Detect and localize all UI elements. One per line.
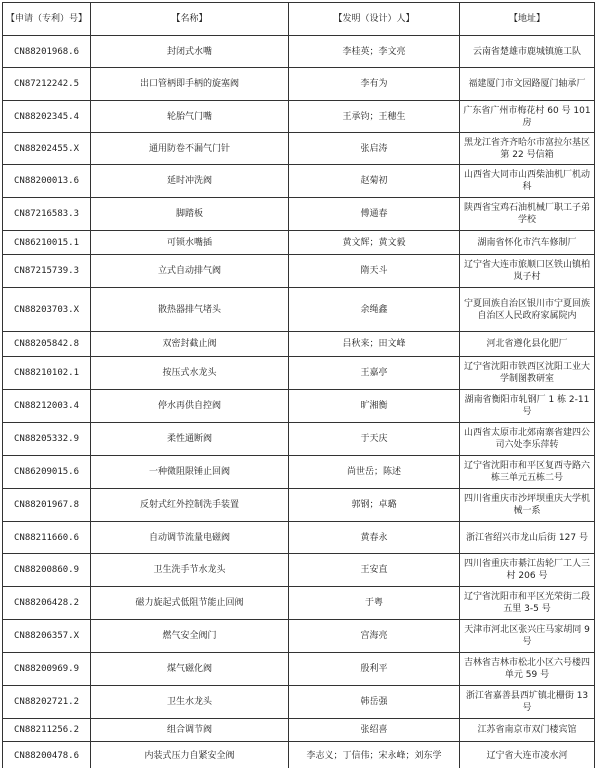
cell-inventor: 吕秋来；田文峰 [289, 332, 460, 357]
cell-application-number: CN88205842.8 [3, 332, 91, 357]
header-name: 【名称】 [91, 3, 289, 36]
cell-inventor: 黄文辉；黄文毅 [289, 231, 460, 255]
cell-inventor: 赵菊初 [289, 165, 460, 198]
cell-application-number: CN86209015.6 [3, 456, 91, 489]
cell-application-number: CN88211256.2 [3, 719, 91, 742]
cell-name: 轮胎气门嘴 [91, 101, 289, 133]
cell-address: 湖南省怀化市汽车修制厂 [460, 231, 595, 255]
cell-name: 延时冲洗阀 [91, 165, 289, 198]
cell-inventor: 旷湘衡 [289, 390, 460, 423]
cell-name: 通用防卷不漏气门针 [91, 133, 289, 165]
cell-name: 卫生水龙头 [91, 686, 289, 719]
cell-application-number: CN88206428.2 [3, 587, 91, 620]
cell-name: 封闭式水嘴 [91, 36, 289, 68]
table-row [3, 653, 595, 686]
table-row [3, 686, 595, 719]
cell-name: 自动调节流量电磁阀 [91, 522, 289, 554]
cell-name: 按压式水龙头 [91, 357, 289, 390]
table-row [3, 587, 595, 620]
cell-inventor: 李有为 [289, 68, 460, 101]
cell-address: 云南省楚雄市鹿城镇施工队 [460, 36, 595, 68]
table-row [3, 554, 595, 587]
cell-address: 辽宁省大连市旅顺口区铁山镇柏岚子村 [460, 255, 595, 288]
table-row [3, 133, 595, 165]
cell-inventor: 余绳鑫 [289, 288, 460, 332]
cell-application-number: CN87216583.3 [3, 198, 91, 231]
cell-application-number: CN88200013.6 [3, 165, 91, 198]
cell-address: 辽宁省大连市凌水河 [460, 742, 595, 768]
cell-application-number: CN88210102.1 [3, 357, 91, 390]
cell-name: 反射式红外控制洗手装置 [91, 489, 289, 522]
header-application-number: 【申请（专利）号】 [3, 3, 91, 36]
cell-name: 磁力旋起式低阻节能止回阀 [91, 587, 289, 620]
cell-address: 浙江省绍兴市龙山后街 127 号 [460, 522, 595, 554]
cell-application-number: CN88205332.9 [3, 423, 91, 456]
cell-address: 广东省广州市梅花村 60 号 101 房 [460, 101, 595, 133]
table-row [3, 101, 595, 133]
cell-address: 辽宁省沈阳市和平区复西寺路六栋三单元五栋二号 [460, 456, 595, 489]
cell-inventor: 郭钢；卓璐 [289, 489, 460, 522]
cell-address: 宁夏回族自治区银川市宁夏回族自治区人民政府家属院内 [460, 288, 595, 332]
table-body [3, 36, 595, 768]
cell-inventor: 于天庆 [289, 423, 460, 456]
cell-name: 一种微阻限锤止回阀 [91, 456, 289, 489]
cell-application-number: CN88202721.2 [3, 686, 91, 719]
cell-address: 辽宁省沈阳市和平区光荣街二段五里 3-5 号 [460, 587, 595, 620]
patent-table [2, 2, 595, 768]
cell-name: 脚踏板 [91, 198, 289, 231]
cell-name: 内装式压力自紧安全阀 [91, 742, 289, 768]
cell-address: 江苏省南京市双门楼宾馆 [460, 719, 595, 742]
cell-name: 停水再供自控阀 [91, 390, 289, 423]
cell-application-number: CN87215739.3 [3, 255, 91, 288]
cell-address: 福建厦门市文园路厦门轴承厂 [460, 68, 595, 101]
cell-name: 组合调节阀 [91, 719, 289, 742]
cell-inventor: 张启涛 [289, 133, 460, 165]
table-row [3, 255, 595, 288]
table-row [3, 489, 595, 522]
cell-name: 柔性通断阀 [91, 423, 289, 456]
table-row [3, 719, 595, 742]
cell-application-number: CN88201967.8 [3, 489, 91, 522]
table-row [3, 522, 595, 554]
cell-address: 四川省重庆市綦江齿轮厂工人三村 206 号 [460, 554, 595, 587]
cell-inventor: 王安直 [289, 554, 460, 587]
cell-application-number: CN88206357.X [3, 620, 91, 653]
table-row [3, 357, 595, 390]
header-inventor: 【发明（设计）人】 [289, 3, 460, 36]
cell-address: 河北省遵化县化肥厂 [460, 332, 595, 357]
cell-application-number: CN87212242.5 [3, 68, 91, 101]
cell-application-number: CN88200860.9 [3, 554, 91, 587]
cell-name: 卫生洗手节水龙头 [91, 554, 289, 587]
cell-inventor: 王承钧；王穗生 [289, 101, 460, 133]
cell-inventor: 尚世岳；陈述 [289, 456, 460, 489]
cell-name: 煤气磁化阀 [91, 653, 289, 686]
cell-address: 陕西省宝鸡石油机械厂职工子弟学校 [460, 198, 595, 231]
cell-name: 散热器排气堵头 [91, 288, 289, 332]
cell-address: 山西省太原市北郊南寨省建四公司六处李乐萍转 [460, 423, 595, 456]
cell-inventor: 于粤 [289, 587, 460, 620]
table-row [3, 68, 595, 101]
cell-address: 浙江省嘉善县西圹镇北栅街 13 号 [460, 686, 595, 719]
table-row [3, 288, 595, 332]
cell-application-number: CN88212003.4 [3, 390, 91, 423]
table-row [3, 332, 595, 357]
cell-inventor: 王嘉亭 [289, 357, 460, 390]
cell-address: 天津市河北区张兴庄马家胡同 9 号 [460, 620, 595, 653]
cell-application-number: CN86210015.1 [3, 231, 91, 255]
cell-address: 四川省重庆市沙坪坝重庆大学机械一系 [460, 489, 595, 522]
cell-inventor: 傅通春 [289, 198, 460, 231]
cell-application-number: CN88200478.6 [3, 742, 91, 768]
table-row [3, 456, 595, 489]
table-row [3, 231, 595, 255]
cell-inventor: 韩岳强 [289, 686, 460, 719]
cell-name: 双密封截止阀 [91, 332, 289, 357]
table-row [3, 620, 595, 653]
cell-application-number: CN88211660.6 [3, 522, 91, 554]
cell-address: 辽宁省沈阳市铁西区沈阳工业大学制图教研室 [460, 357, 595, 390]
cell-application-number: CN88203703.X [3, 288, 91, 332]
cell-name: 燃气安全阀门 [91, 620, 289, 653]
cell-inventor: 李桂英；李文亮 [289, 36, 460, 68]
cell-application-number: CN88202345.4 [3, 101, 91, 133]
table-row [3, 36, 595, 68]
cell-address: 湖南省衡阳市轧钢厂 1 栋 2-11 号 [460, 390, 595, 423]
cell-name: 立式自动排气阀 [91, 255, 289, 288]
table-row [3, 165, 595, 198]
table-row [3, 198, 595, 231]
cell-inventor: 殷利平 [289, 653, 460, 686]
cell-application-number: CN88200969.9 [3, 653, 91, 686]
cell-inventor: 隋天斗 [289, 255, 460, 288]
header-address: 【地址】 [460, 3, 595, 36]
header-row [3, 3, 595, 36]
cell-address: 黑龙江省齐齐哈尔市富拉尔基区第 22 号信箱 [460, 133, 595, 165]
cell-address: 吉林省吉林市松北小区六号楼四单元 59 号 [460, 653, 595, 686]
cell-name: 可锁水嘴插 [91, 231, 289, 255]
cell-inventor: 张绍喜 [289, 719, 460, 742]
table-row [3, 390, 595, 423]
cell-application-number: CN88201968.6 [3, 36, 91, 68]
cell-inventor: 宫海亮 [289, 620, 460, 653]
cell-address: 山西省大同市山西柴油机厂机动科 [460, 165, 595, 198]
cell-inventor: 李志义；丁信伟；宋永峰；刘东学 [289, 742, 460, 768]
cell-inventor: 黄春永 [289, 522, 460, 554]
cell-name: 出口管柄即手柄的旋塞阀 [91, 68, 289, 101]
table-row [3, 423, 595, 456]
cell-application-number: CN88202455.X [3, 133, 91, 165]
table-row [3, 742, 595, 768]
